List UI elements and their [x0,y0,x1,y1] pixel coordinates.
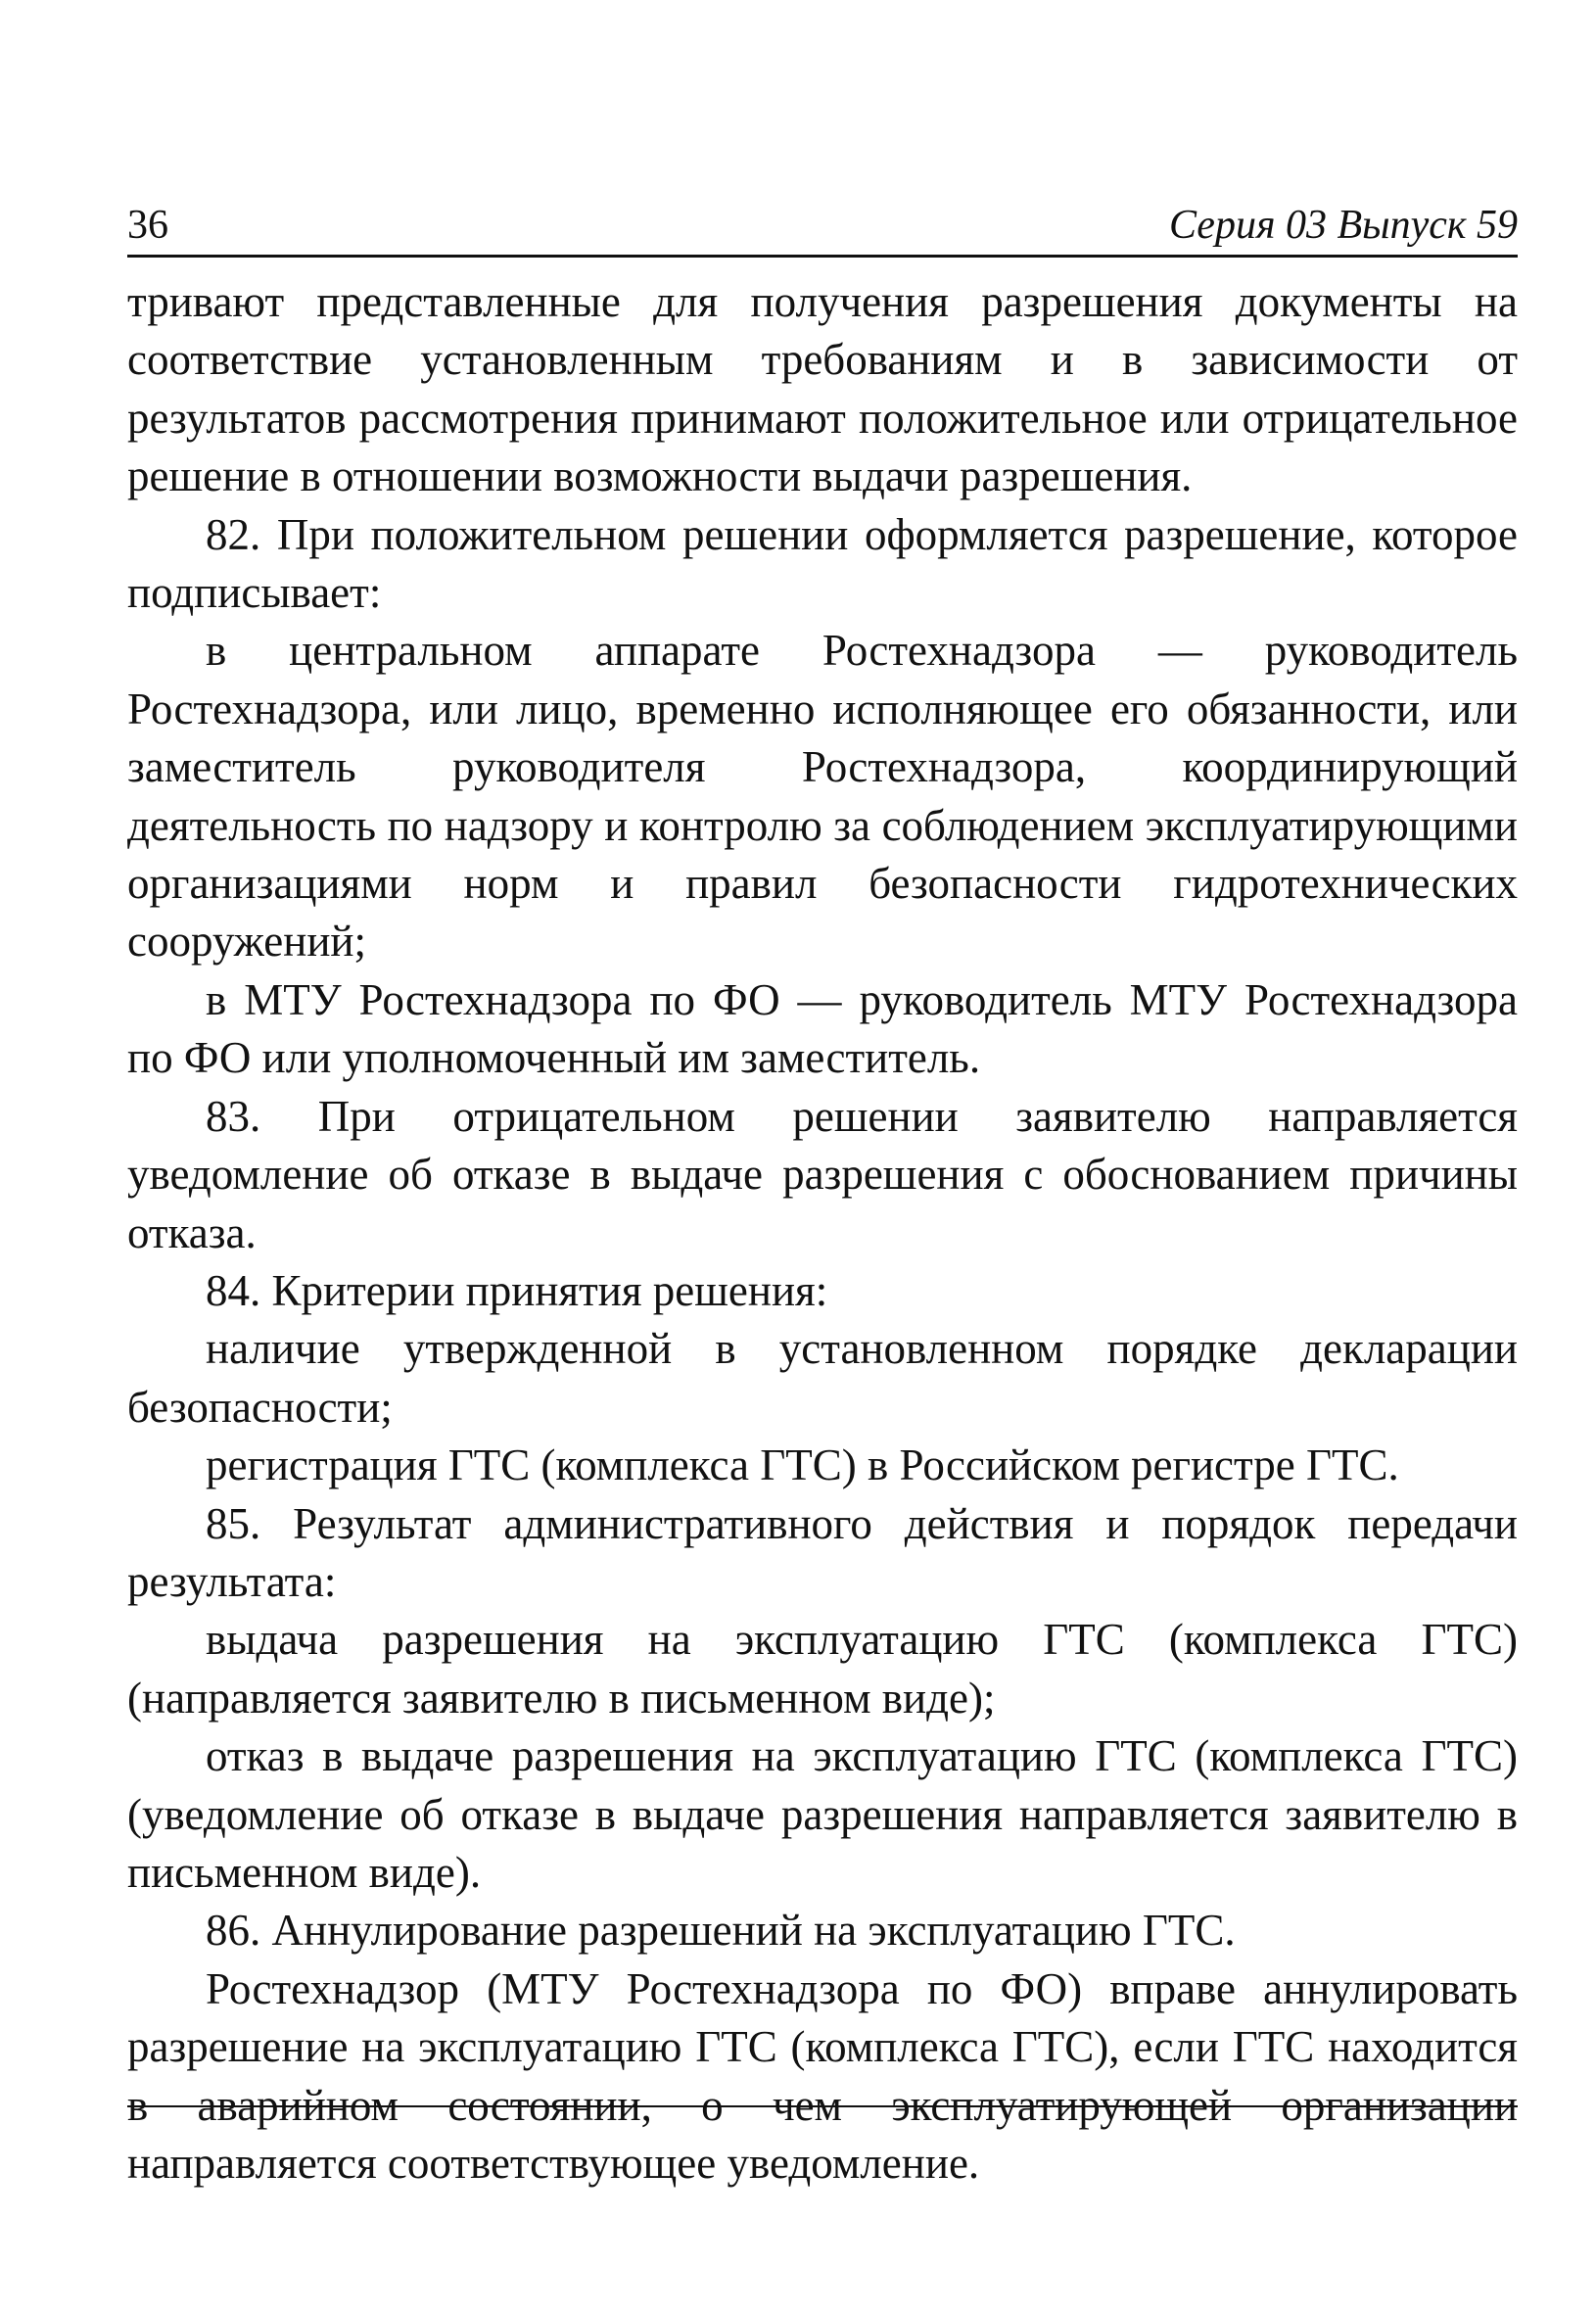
paragraph-result-refusal: отказ в выдаче разрешения на эксплуатацию ГТС (комплекса ГТС) (уведомление об отказе в выдаче разрешения направляется заявителю в письменном виде). [127,1731,1518,1897]
paragraph-annulment: Ростехнадзор (МТУ Ростехнадзора по ФО) вправе аннулировать разрешение на эксплуатацию ГТС (комплекса ГТС), если ГТС находится в аварийном состоянии, о чем эксплуатирующей организации направляется соответствующее уведомление. [127,1963,1518,2188]
body-text [127,273,1518,2193]
paragraph-result-issue: выдача разрешения на эксплуатацию ГТС (комплекса ГТС) (направляется заявителю в письменном виде); [127,1615,1518,1723]
paragraph-86: 86. Аннулирование разрешений на эксплуатацию ГТС. [206,1906,1236,1956]
paragraph-criterion-declaration: наличие утвержденной в установленном порядке декларации безопасности; [127,1324,1518,1432]
document-page [127,196,1518,2193]
paragraph-85: 85. Результат административного действия и порядок передачи результата: [127,1498,1518,1606]
paragraph-83: 83. При отрицательном решении заявителю направляется уведомление об отказе в выдаче разрешения с обоснованием причины отказа. [127,1091,1518,1257]
paragraph-mtu: в МТУ Ростехнадзора по ФО — руководитель МТУ Ростехнадзора по ФО или уполномоченный им заместитель. [127,974,1518,1083]
paragraph-continuation: тривают представленные для получения разрешения документы на соответствие установленным требованиям и в зависимости от результатов рассмотрения принимают положительное или отрицательное решение в отношении возможности выдачи разрешения. [127,277,1518,501]
page-number: 36 [127,203,168,248]
page-header [127,196,1518,258]
paragraph-84: 84. Критерии принятия решения: [206,1265,828,1315]
paragraph-criterion-registry: регистрация ГТС (комплекса ГТС) в Российском регистре ГТС. [206,1440,1399,1490]
bottom-rule [127,2105,1518,2107]
paragraph-central-office: в центральном аппарате Ростехнадзора — руководитель Ростехнадзора, или лицо, временно исполняющее его обязанности, или заместитель руководителя Ростехнадзора, координирующий деятельность по надзору и контролю за соблюдением эксплуатирующими организациями норм и правил безопасности гидротехнических сооружений; [127,626,1518,967]
paragraph-82: 82. При положительном решении оформляется разрешение, которое подписывает: [127,509,1518,618]
running-head: Серия 03 Выпуск 59 [1169,203,1518,248]
